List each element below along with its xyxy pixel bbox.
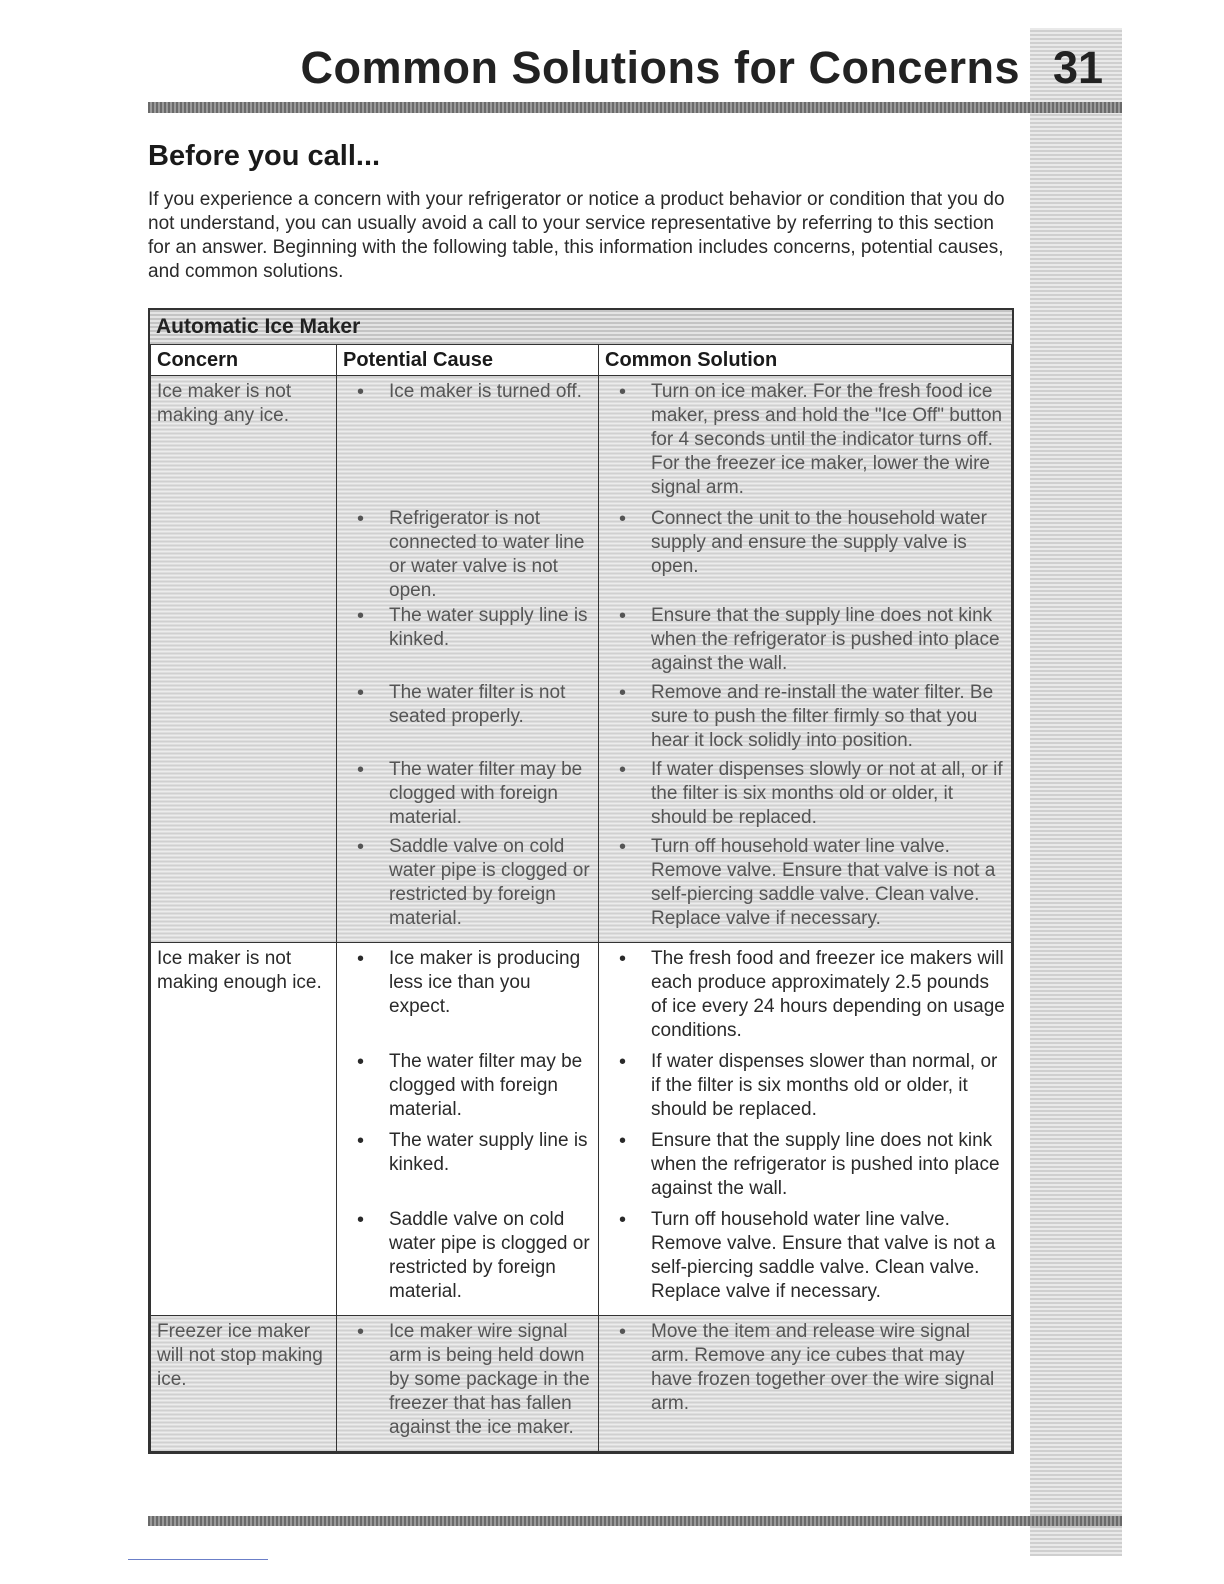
- intro-paragraph: If you experience a concern with your refrigerator or notice a product behavior or condition that you do not understand, you can usually avoid a call to your service representative by referring to this section for an answer. Beginning with the following table, this information includes concerns, potential causes, and common solutions.: [148, 189, 1005, 282]
- solution-cell: [599, 1316, 1012, 1452]
- table-row: [151, 943, 1012, 1316]
- solution-item: • Connect the unit to the household water supply and ensure the supply valve is open.: [605, 507, 1005, 597]
- column-header-solution: Common Solution: [599, 345, 1012, 376]
- header-row: [151, 345, 1012, 376]
- cause-cell: [337, 943, 599, 1316]
- solution-item: • Turn off household water line valve. Remove valve. Ensure that valve is not a self-piercing saddle valve. Clean valve. Replace valve if necessary.: [605, 835, 1005, 931]
- solution-item: • Turn on ice maker. For the fresh food ice maker, press and hold the "Ice Off" button for 4 seconds until the indicator turns off. For the freezer ice maker, lower the wire signal arm.: [605, 380, 1005, 500]
- cause-cell: [337, 376, 599, 943]
- solution-item: • If water dispenses slower than normal, or if the filter is six months old or older, it should be replaced.: [605, 1050, 1005, 1122]
- cause-item: • Saddle valve on cold water pipe is clogged or restricted by foreign material.: [343, 835, 592, 931]
- side-tab-strip: [1030, 28, 1122, 1556]
- cause-item: • Ice maker wire signal arm is being held down by some package in the freezer that has fallen against the ice maker.: [343, 1320, 592, 1440]
- solution-cell: [599, 943, 1012, 1316]
- solution-item: • Ensure that the supply line does not kink when the refrigerator is pushed into place against the wall.: [605, 604, 1005, 674]
- ice-maker-table: [148, 308, 1014, 1454]
- solution-cell: [599, 376, 1012, 943]
- cause-cell: [337, 1316, 599, 1452]
- cause-item: • Ice maker is producing less ice than you expect.: [343, 947, 592, 1043]
- column-header-cause: Potential Cause: [337, 345, 599, 376]
- cause-item: • Refrigerator is not connected to water line or water valve is not open.: [343, 507, 592, 597]
- header-rule: [148, 102, 1122, 113]
- solution-item: • If water dispenses slowly or not at all, or if the filter is six months old or older, it should be replaced.: [605, 758, 1005, 828]
- cause-item: • The water filter may be clogged with foreign material.: [343, 1050, 592, 1122]
- column-header-concern: Concern: [151, 345, 337, 376]
- concern-cell: Ice maker is not making enough ice.: [151, 943, 337, 1316]
- solution-item: • Remove and re-install the water filter. Be sure to push the filter firmly so that you hear it lock solidly into position.: [605, 681, 1005, 751]
- solutions-table: [150, 345, 1012, 1452]
- footer-rule: [148, 1516, 1122, 1526]
- section-title: Before you call...: [148, 140, 381, 172]
- cause-item: • Ice maker is turned off.: [343, 380, 592, 500]
- cause-item: • Saddle valve on cold water pipe is clogged or restricted by foreign material.: [343, 1208, 592, 1304]
- page-header-title: Common Solutions for Concerns: [300, 42, 1020, 93]
- cause-item: • The water supply line is kinked.: [343, 604, 592, 674]
- cause-item: • The water filter may be clogged with foreign material.: [343, 758, 592, 828]
- page-number: 31: [1052, 42, 1104, 93]
- concern-cell: Freezer ice maker will not stop making ice.: [151, 1316, 337, 1452]
- solution-item: • The fresh food and freezer ice makers will each produce approximately 2.5 pounds of ice every 24 hours depending on usage conditions.: [605, 947, 1005, 1043]
- solution-item: • Move the item and release wire signal arm. Remove any ice cubes that may have frozen together over the wire signal arm.: [605, 1320, 1005, 1416]
- cause-item: • The water filter is not seated properly.: [343, 681, 592, 751]
- solution-item: • Ensure that the supply line does not kink when the refrigerator is pushed into place against the wall.: [605, 1129, 1005, 1201]
- table-row: [151, 376, 1012, 943]
- concern-cell: Ice maker is not making any ice.: [151, 376, 337, 943]
- corner-mark: [128, 1559, 268, 1560]
- table-row: [151, 1316, 1012, 1452]
- table-title: Automatic Ice Maker: [150, 310, 1012, 345]
- cause-item: • The water supply line is kinked.: [343, 1129, 592, 1201]
- solution-item: • Turn off household water line valve. Remove valve. Ensure that valve is not a self-piercing saddle valve. Clean valve. Replace valve if necessary.: [605, 1208, 1005, 1304]
